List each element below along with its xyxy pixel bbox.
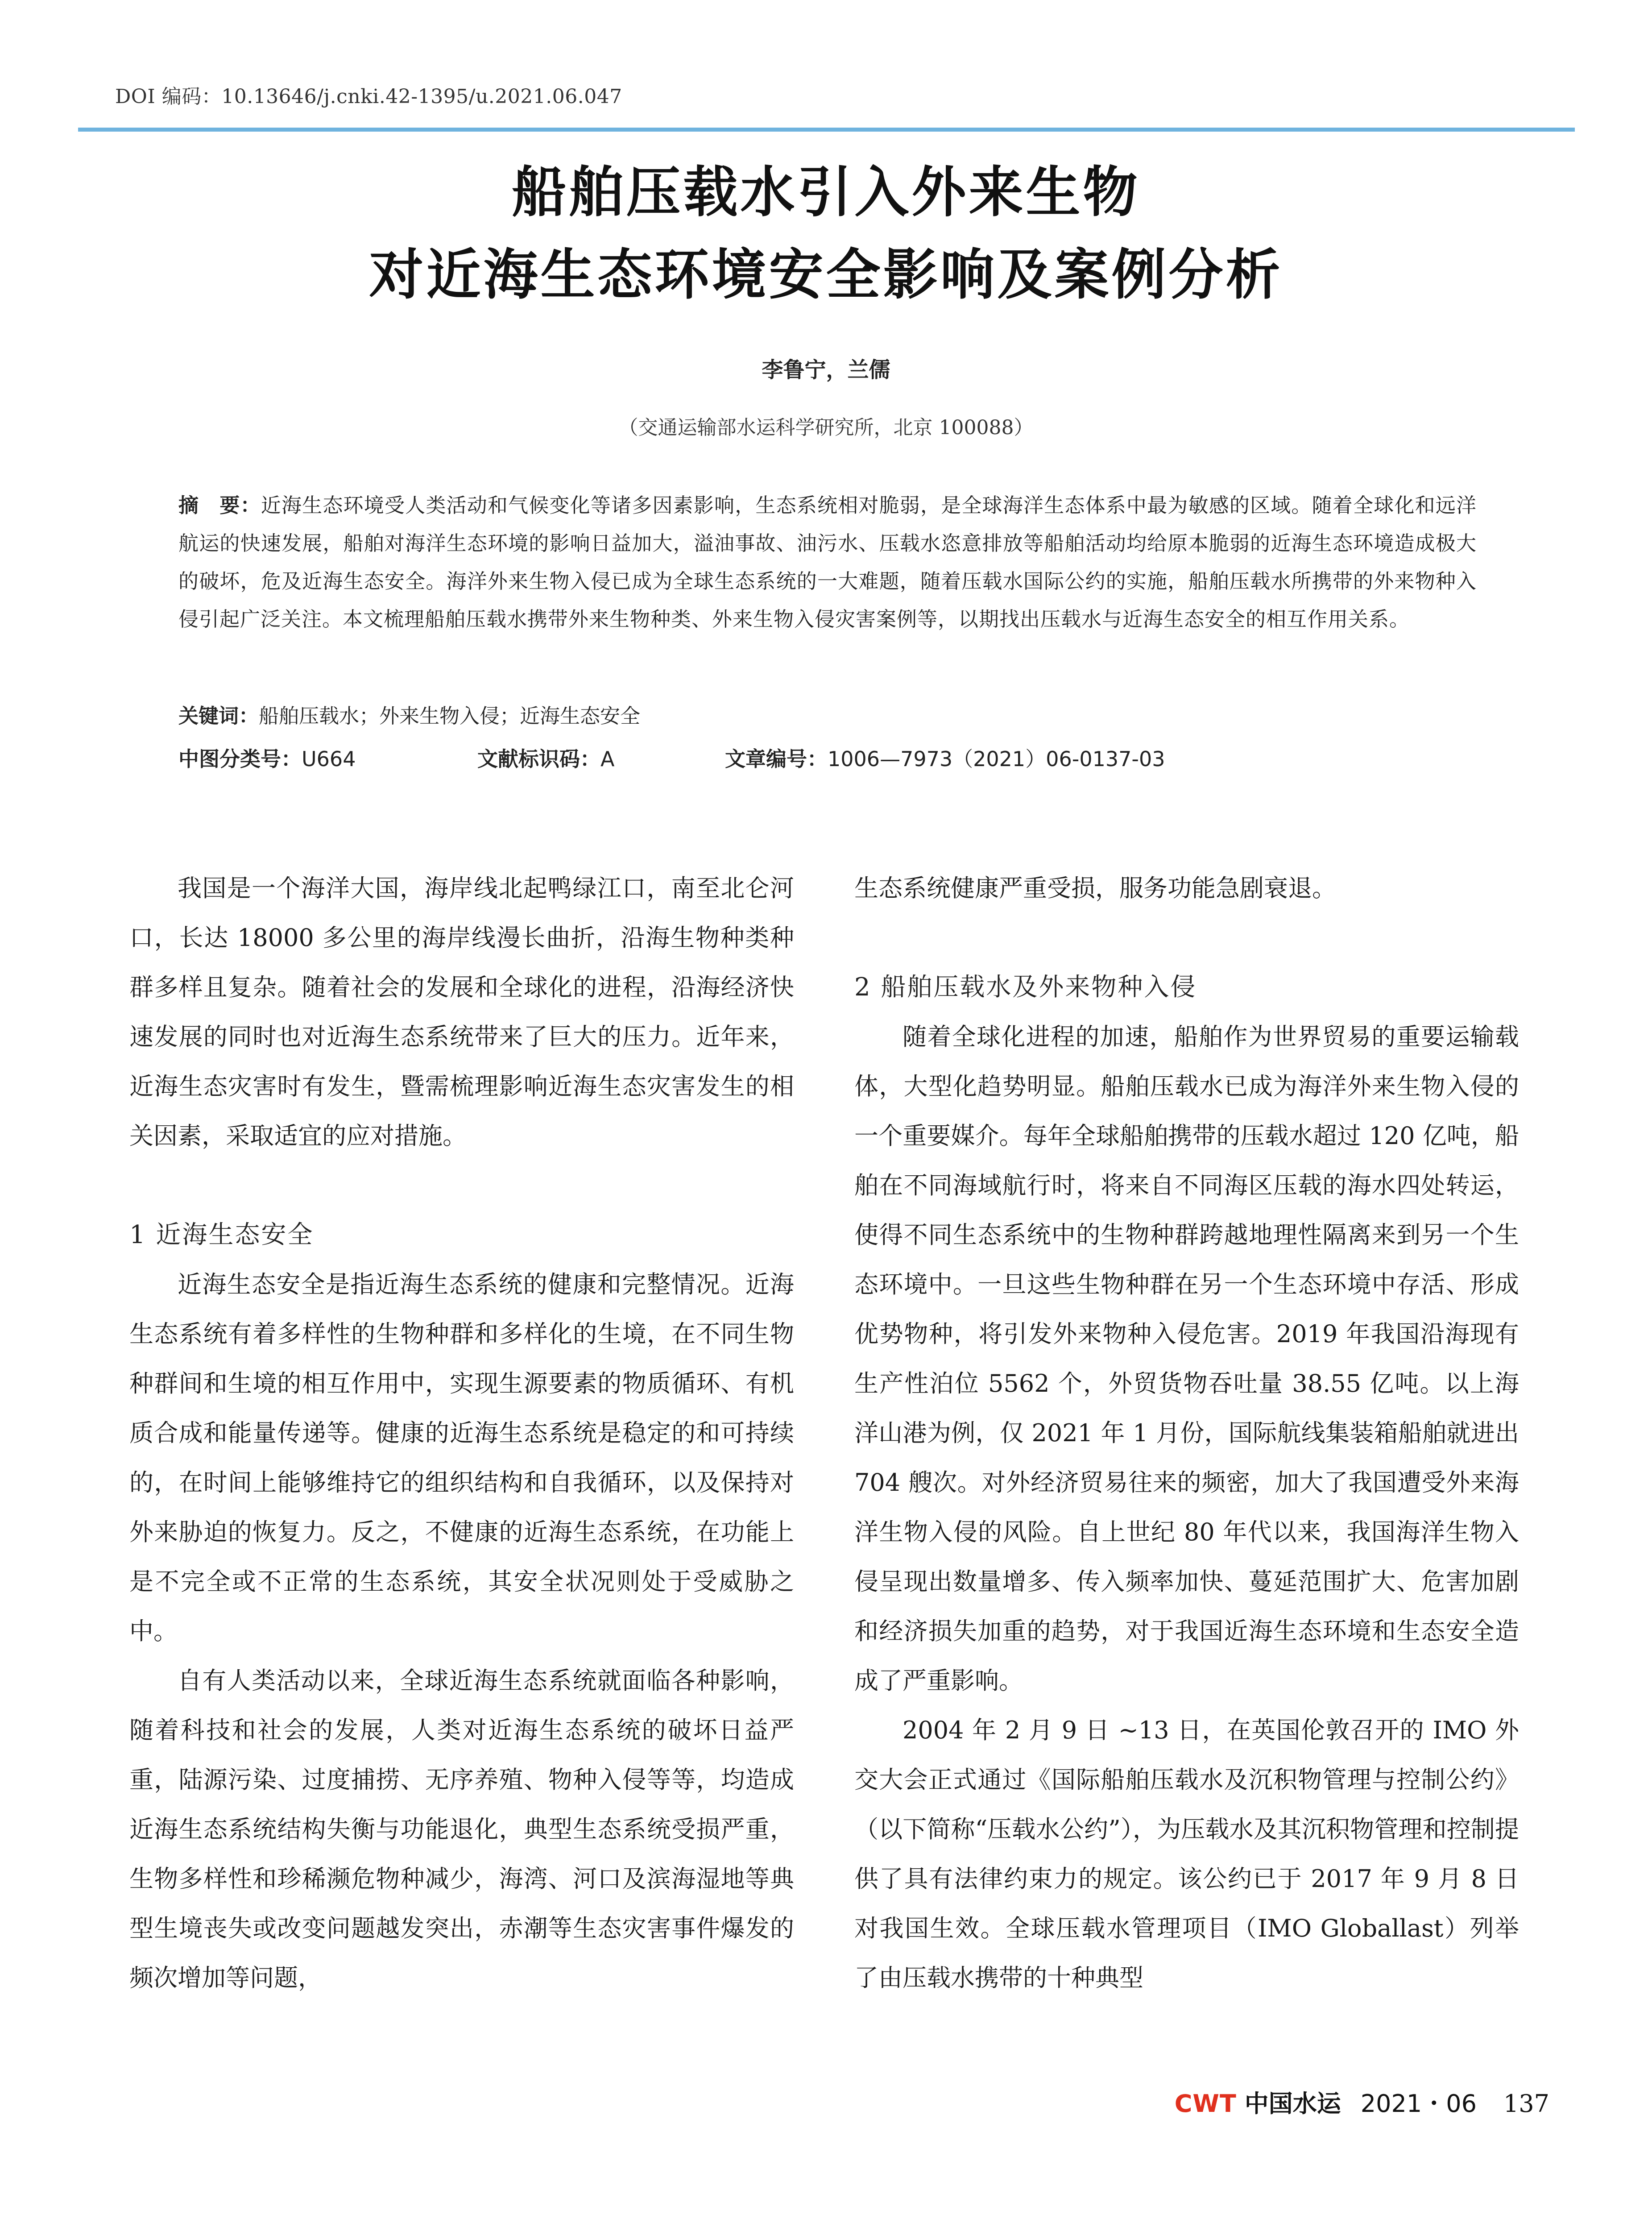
article-title-line2: 对近海生态环境安全影响及案例分析 (369, 243, 1283, 307)
author-affiliation: （交通运输部水运科学研究所，北京 100088） (618, 416, 1034, 439)
keywords (178, 700, 640, 729)
cwt-logo: CWT (1174, 2090, 1237, 2118)
abstract (178, 486, 1477, 638)
clc-label: 中图分类号： (178, 747, 302, 771)
intro-paragraph: 我国是一个海洋大国，海岸线北起鸭绿江口，南至北仑河口，长达 18000 多公里的海岸线漫长曲折，沿海生物种类种群多样且复杂。随着社会的发展和全球化的进程，沿海经济快速发展的同时也对近海生态系统带来了巨大的压力。近年来，近海生态灾害时有发生，暨需梳理影响近海生态灾害发生的相关因素，采取适宜的应对措施。 (129, 874, 794, 1150)
spacer (129, 1161, 794, 1210)
body-column-left (129, 863, 794, 2003)
page-number: 137 (1503, 2090, 1549, 2118)
journal-name: 中国水运 (1244, 2090, 1341, 2118)
document-code-label: 文献标识码： (477, 747, 600, 771)
document-code (477, 743, 614, 772)
header-divider (78, 128, 1575, 132)
article-number-value: 1006—7973（2021）06-0137-03 (828, 747, 1165, 771)
doi-line: DOI 编码：10.13646/j.cnki.42-1395/u.2021.06.047 (115, 85, 622, 108)
spacer (854, 913, 1519, 962)
article-title-line1: 船舶压载水引入外来生物 (512, 161, 1140, 224)
abstract-text: 近海生态环境受人类活动和气候变化等诸多因素影响，生态系统相对脆弱，是全球海洋生态体系中最为敏感的区域。随着全球化和远洋航运的快速发展，船舶对海洋生态环境的影响日益加大，溢油事故、油污水、压载水恣意排放等船舶活动均给原本脆弱的近海生态环境造成极大的破坏，危及近海生态安全。海洋外来生物入侵已成为全球生态系统的一大难题，随着压载水国际公约的实施，船舶压载水所携带的外来物种入侵引起广泛关注。本文梳理船舶压载水携带外来生物种类、外来生物入侵灾害案例等，以期找出压载水与近海生态安全的相互作用关系。 (178, 493, 1477, 631)
section-2-heading: 2 船舶压载水及外来物种入侵 (854, 973, 1197, 1002)
keywords-text: 船舶压载水；外来生物入侵；近海生态安全 (259, 704, 641, 728)
abstract-label: 摘 要： (178, 493, 261, 517)
article-number-label: 文章编号： (725, 747, 828, 771)
article-number (725, 743, 1165, 772)
section-2-paragraph-1: 随着全球化进程的加速，船舶作为世界贸易的重要运输载体，大型化趋势明显。船舶压载水已成为海洋外来生物入侵的一个重要媒介。每年全球船舶携带的压载水超过 120 亿吨，船舶在不同海域航行时，将来自不同海区压载的海水四处转运，使得不同生态系统中的生物种群跨越地理性隔离来到另一个生态环境中。一旦这些生物种群在另一个生态环境中存活、形成优势物种，将引发外来物种入侵危害。2019 年我国沿海现有生产性泊位 5562 个，外贸货物吞吐量 38.55 亿吨。以上海洋山港为例，仅 2021 年 1 月份，国际航线集装箱船舶就进出 704 艘次。对外经济贸易往来的频密，加大了我国遭受外来海洋生物入侵的风险。自上世纪 80 年代以来，我国海洋生物入侵呈现出数量增多、传入频率加快、蔓延范围扩大、危害加剧和经济损失加重的趋势，对于我国近海生态环境和生态安全造成了严重影响。 (854, 1023, 1519, 1695)
issue-number: 2021・06 (1360, 2090, 1477, 2118)
clc-value: U664 (302, 747, 356, 771)
clc-number (178, 743, 356, 772)
section-1-paragraph-2: 自有人类活动以来，全球近海生态系统就面临各种影响，随着科技和社会的发展，人类对近海生态系统的破坏日益严重，陆源污染、过度捕捞、无序养殖、物种入侵等等，均造成近海生态系统结构失衡与功能退化，典型生态系统受损严重，生物多样性和珍稀濒危物种减少，海湾、河口及滨海湿地等典型生境丧失或改变问题越发突出，赤潮等生态灾害事件爆发的频次增加等问题， (129, 1667, 794, 1992)
keywords-label: 关键词： (178, 704, 259, 728)
body-column-right (854, 863, 1519, 2003)
section-1-paragraph-2-continued: 生态系统健康严重受损，服务功能急剧衰退。 (854, 874, 1336, 902)
section-1-heading: 1 近海生态安全 (129, 1220, 314, 1249)
section-1-paragraph-1: 近海生态安全是指近海生态系统的健康和完整情况。近海生态系统有着多样性的生物种群和多样化的生境，在不同生物种群间和生境的相互作用中，实现生源要素的物质循环、有机质合成和能量传递等。健康的近海生态系统是稳定的和可持续的，在时间上能够维持它的组织结构和自我循环，以及保持对外来胁迫的恢复力。反之，不健康的近海生态系统，在功能上是不完全或不正常的生态系统，其安全状况则处于受威胁之中。 (129, 1270, 794, 1645)
page-footer (1175, 2085, 1549, 2119)
section-2-paragraph-2: 2004 年 2 月 9 日 ~13 日，在英国伦敦召开的 IMO 外交大会正式通过《国际船舶压载水及沉积物管理与控制公约》（以下简称“压载水公约”），为压载水及其沉积物管理和控制提供了具有法律约束力的规定。该公约已于 2017 年 9 月 8 日对我国生效。全球压载水管理项目（IMO Globallast）列举了由压载水携带的十种典型 (854, 1716, 1519, 1992)
article-authors: 李鲁宁，兰儒 (762, 357, 890, 382)
document-code-value: A (600, 747, 615, 771)
